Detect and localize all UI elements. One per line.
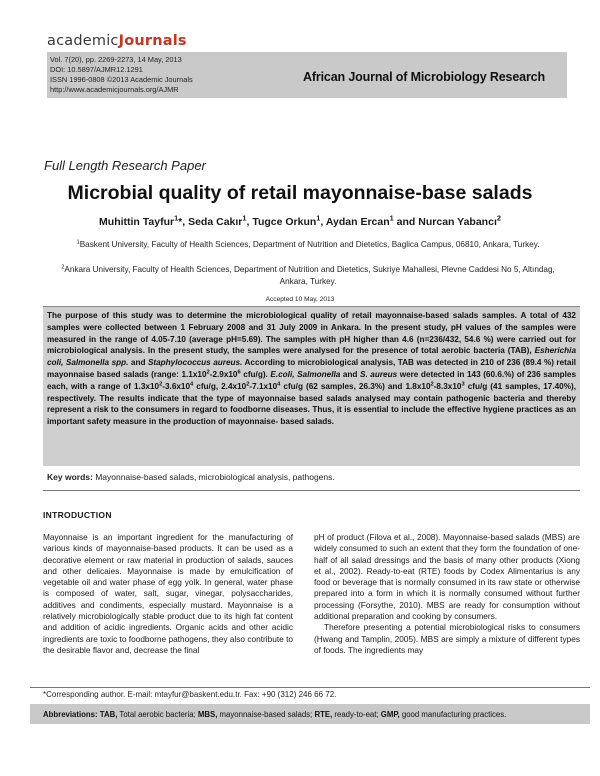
author: Seda Cakır xyxy=(188,216,243,228)
paragraph: Therefore presenting a potential microbiological risks to consumers (Hwang and Tamplin, 2005). MBS are simply a mixture of different types of foods. The ingredients may xyxy=(314,622,580,655)
meta-doi: DOI: 10.5897/AJMR12.1291 xyxy=(50,65,143,74)
journal-name: African Journal of Microbiology Research xyxy=(303,70,545,84)
paper-type: Full Length Research Paper xyxy=(44,158,206,173)
paragraph: pH of product (Filova et al., 2008). Mayonnaise-based salads (MBS) are widely consumed to such an extent that they form the foundation of one-half of all salad dressings and the basis of many other products (Xiong et al., 2002). Ready-to-eat (RTE) foods by Codex Alimentarius is any food or beverage that is normally consumed in its raw state or otherwise prepared into a form in which it is normally consumed without further processing (Forsythe, 2010). MBS are ready for consumption without additional preparation and cooking by consumers. xyxy=(314,532,580,622)
corresponding-author-note: *Corresponding author. E-mail: mtayfur@baskent.edu.tr. Fax: +90 (312) 246 66 72. xyxy=(43,690,337,699)
journal-header-band xyxy=(47,52,567,98)
affiliation-1: $^1$Baskent University, Faculty of Health Sciences, Department of Nutrition and Dietetics, Baglica Campus, 06810, Ankara, Turkey. xyxy=(76,239,540,249)
meta-volume: Vol. 7(20), pp. 2269-2273, 14 May, 2013 xyxy=(50,55,182,64)
footnote-divider xyxy=(30,687,590,688)
accepted-date: Accepted 10 May, 2013 xyxy=(265,296,335,303)
body-column-right xyxy=(314,532,580,656)
affiliation-2: $^2$Ankara University, Faculty of Health Sciences, Department of Nutrition and Dietetics, Sukriye Mahallesi, Plevne Caddesi No 5, Altındag, Ankara, Turkey. xyxy=(61,264,555,286)
keywords: Key words: Mayonnaise-based salads, microbiological analysis, pathogens. xyxy=(47,472,335,482)
author: Nurcan Yabancı xyxy=(418,216,497,228)
section-heading-introduction: INTRODUCTION xyxy=(43,510,112,520)
meta-issn: ISSN 1996-0808 ©2013 Academic Journals xyxy=(50,75,193,84)
author: Muhittin Tayfur xyxy=(99,216,175,228)
abstract-box: The purpose of this study was to determine the microbiological quality of retail mayonnaise-based salads samples. A total of 432 samples were collected between 1 February 2008 and 31 July 2009 in Ankara. In the present study, pH values of the samples were measured in the range of 4.05-7.10 (average pH=5.69). The samples with pH higher than 4.6 (n=236/432, 54.6 %) were carried out for microbiological analysis. In the present study, the samples were analysed for the presence of total aerobic bacteria (TAB), Esherichia coli, Salmonella spp. and Staphylococcus aureus. According to microbiological analysis, TAB was detected in 210 of 236 (89.4 %) retail mayonnaise based salads (range: $1.1x10^2-2.9x10^6$ cfu/g). E.coli, Salmonella and S. aureus were detected in 143 (60.6.%) of 236 samples each, with a range of $1.3x10^2-3.6x10^4$ cfu/g, $2.4x10^2-7.1x10^4$ cfu/g (62 samples, 26.3%) and $1.8x10^2-8.3x10^3$ cfu/g (41 samples, 17.40%), respectively. The results indicate that the type of mayonnaise based salads analysed may contain pathogenic bacteria and thereby represent a risk to the consumers in regard to foodborne diseases. Thus, it is essential to include the effective hygiene practices as an important safety measure in the production of mayonnaise- based salads. xyxy=(43,306,580,466)
divider xyxy=(43,490,580,491)
author: Tugce Orkun xyxy=(252,216,317,228)
paper-title: Microbial quality of retail mayonnaise-base salads xyxy=(67,182,533,204)
author-list: Muhittin Tayfur$^1$*, Seda Cakır$^1$, Tugce Orkun$^1$, Aydan Ercan$^1$ and Nurcan Yabancı$^2$ xyxy=(99,213,501,228)
body-column-left xyxy=(43,532,293,656)
abbreviations-band: Abbreviations: TAB, Total aerobic bacteria; MBS, mayonnaise-based salads; RTE, ready-to-eat; GMP, good manufacturing practices. xyxy=(30,704,590,724)
journal-meta xyxy=(50,55,193,95)
author: Aydan Ercan xyxy=(325,216,390,228)
publisher-logo: academicJournals xyxy=(47,33,187,49)
paragraph: Mayonnaise is an important ingredient for the manufacturing of various kinds of mayonnaise-based products. It can be used as a decorative element or raw material in production of salads, sauces and other delicaies. Mayonnaise is made by emulcification of vegetable oil and water phase of egg yolk. In general, water phase is composed of water, salt, sugar, vinegar, polysaccharides, additives and condiments, especially mustard. Mayonnaise is a relatively microbiologically stable product due to its high fat content and addition of acidic ingredients. Organic acids and other acidic ingredients are toxic to foodborne pathogens, they also contribute to the desirable flavor and, decrease the final xyxy=(43,532,293,655)
meta-url[interactable]: http://www.academicjournals.org/AJMR xyxy=(50,85,179,94)
